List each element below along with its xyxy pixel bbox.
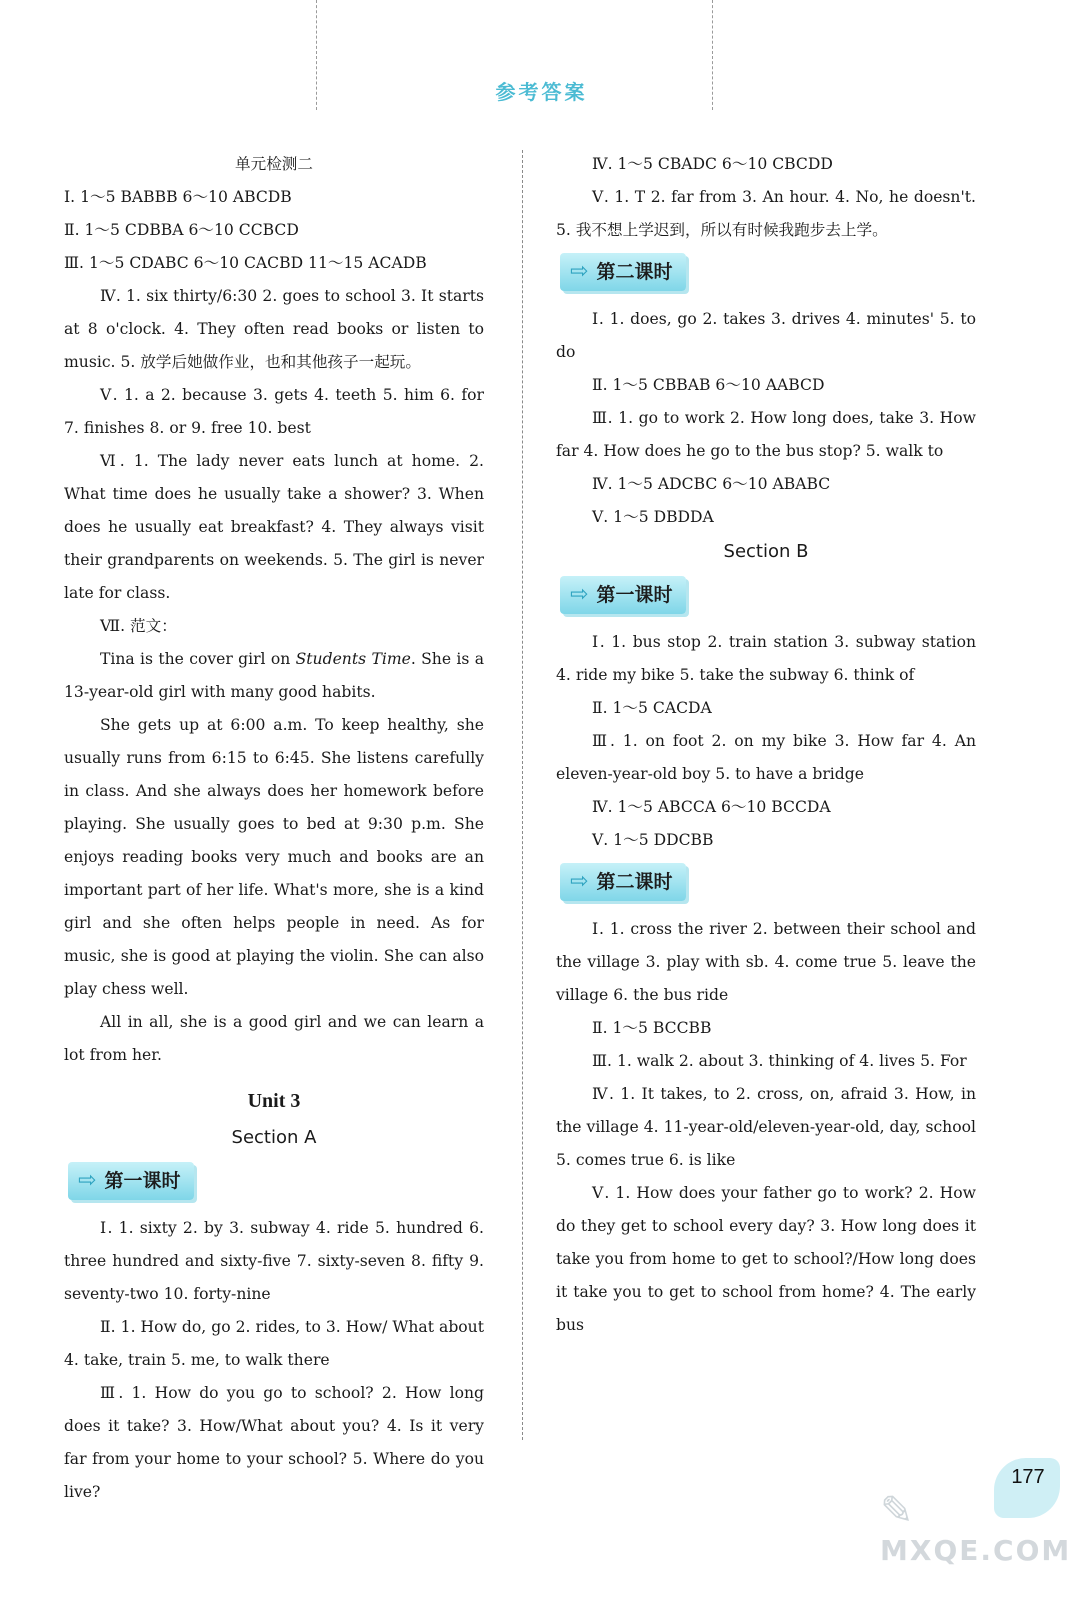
answer-line: Ⅴ. 1～5 DBDDA [592,508,714,526]
magazine-title: Students Time [295,650,411,668]
right-column [556,148,976,1342]
lesson-badge [560,863,686,901]
essay-heading: Ⅶ. 范文： [100,617,177,635]
lesson-badge-label: 第一课时 [104,1169,181,1192]
page-header-title: 参考答案 [495,80,588,104]
answer-line: Ⅲ. 1～5 CDABC 6～10 CACBD 11～15 ACADB [64,254,427,272]
answer-paragraph: Ⅲ. 1. go to work 2. How long does, take 3. How far 4. How does he go to the bus stop? 5. walk to [556,409,976,460]
left-column [64,148,484,1509]
answer-paragraph: Ⅰ. 1. does, go 2. takes 3. drives 4. minutes' 5. to do [556,310,976,361]
column-divider [522,150,523,1440]
answer-paragraph: Ⅰ. 1. bus stop 2. train station 3. subway station 4. ride my bike 5. take the subway 6. think of [556,633,976,684]
answer-line: Ⅱ. 1～5 CACDA [592,699,712,717]
lesson-badge [68,1162,194,1200]
answer-line: Ⅱ. 1～5 CDBBA 6～10 CCBCD [64,221,299,239]
answer-line: Ⅰ. 1～5 BABBB 6～10 ABCDB [64,188,292,206]
unit-title: Unit 3 [247,1090,301,1112]
unit-test-heading: 单元检测二 [235,155,313,173]
arrow-right-icon: ⇨ [570,869,589,894]
section-title: Section A [231,1127,317,1148]
answer-paragraph: Ⅴ. 1. T 2. far from 3. An hour. 4. No, he doesn't. 5. 我不想上学迟到，所以有时候我跑步去上学。 [556,188,976,239]
arrow-right-icon: ⇨ [570,259,589,284]
answer-paragraph: Ⅲ. 1. How do you go to school? 2. How long does it take? 3. How/What about you? 4. Is it very far from your home to your school? 5. Where do you live? [64,1384,484,1501]
lesson-badge [560,576,686,614]
answer-paragraph: Ⅱ. 1. How do, go 2. rides, to 3. How/ What about 4. take, train 5. me, to walk there [64,1318,484,1369]
answer-line: Ⅳ. 1～5 ADCBC 6～10 ABABC [592,475,831,493]
answer-paragraph: Ⅰ. 1. sixty 2. by 3. subway 4. ride 5. hundred 6. three hundred and sixty-five 7. sixty-seven 8. fifty 9. seventy-two 10. forty-nine [64,1219,484,1303]
answer-paragraph: Ⅲ. 1. walk 2. about 3. thinking of 4. lives 5. For [592,1052,967,1070]
answer-paragraph: Ⅲ. 1. on foot 2. on my bike 3. How far 4. An eleven-year-old boy 5. to have a bridge [556,732,976,783]
essay-paragraph: All in all, she is a good girl and we can learn a lot from her. [64,1013,484,1064]
answer-paragraph: Ⅳ. 1. It takes, to 2. cross, on, afraid 3. How, in the village 4. 11-year-old/eleven-year-old, day, school 5. comes true 6. is like [556,1085,976,1169]
answer-paragraph: Ⅴ. 1. a 2. because 3. gets 4. teeth 5. him 6. for 7. finishes 8. or 9. free 10. best [64,386,484,437]
page-number: 177 [1011,1466,1045,1488]
arrow-right-icon: ⇨ [78,1168,97,1193]
watermark-url: MXQE.COM [880,1534,1072,1567]
answer-paragraph: Ⅰ. 1. cross the river 2. between their school and the village 3. play with sb. 4. come true 5. leave the village 6. the bus ride [556,920,976,1004]
answer-line: Ⅱ. 1～5 CBBAB 6～10 AABCD [592,376,825,394]
answer-line: Ⅱ. 1～5 BCCBB [592,1019,712,1037]
essay-paragraph [64,643,484,709]
answer-line: Ⅳ. 1～5 ABCCA 6～10 BCCDA [592,798,831,816]
essay-text: Tina is the cover girl on [100,650,296,668]
answer-paragraph: Ⅴ. 1. How does your father go to work? 2. How do they get to school every day? 3. How long does it take you from home to get to school?/How long does it take you to get to school from home? 4. The early bus [556,1184,976,1334]
arrow-right-icon: ⇨ [570,582,589,607]
answer-paragraph: Ⅵ. 1. The lady never eats lunch at home. 2. What time does he usually take a shower? 3. When does he usually eat breakfast? 4. They always visit their grandparents on weekends. 5. The girl is never late for class. [64,452,484,602]
lesson-badge-label: 第二课时 [596,260,673,283]
essay-text: . She is a 13-year-old girl with many good habits. [64,650,484,701]
essay-paragraph: She gets up at 6:00 a.m. To keep healthy, she usually runs from 6:15 to 6:45. She listens carefully in class. And she always does her homework before playing. She usually goes to bed at 9:30 p.m. She enjoys reading books very much and books are an important part of her life. What's more, she is a kind girl and she often helps people in need. As for music, she is good at playing the violin. She can also play chess well. [64,716,484,998]
section-title: Section B [723,541,809,562]
answer-paragraph: Ⅳ. 1. six thirty/6:30 2. goes to school 3. It starts at 8 o'clock. 4. They often read books or listen to music. 5. 放学后她做作业，也和其他孩子一起玩。 [64,287,484,371]
lesson-badge [560,253,686,291]
answer-logo-icon: ✎ [880,1488,914,1534]
answer-line: Ⅳ. 1～5 CBADC 6～10 CBCDD [592,155,833,173]
answer-line: Ⅴ. 1～5 DDCBB [592,831,714,849]
lesson-badge-label: 第二课时 [596,870,673,893]
lesson-badge-label: 第一课时 [596,583,673,606]
